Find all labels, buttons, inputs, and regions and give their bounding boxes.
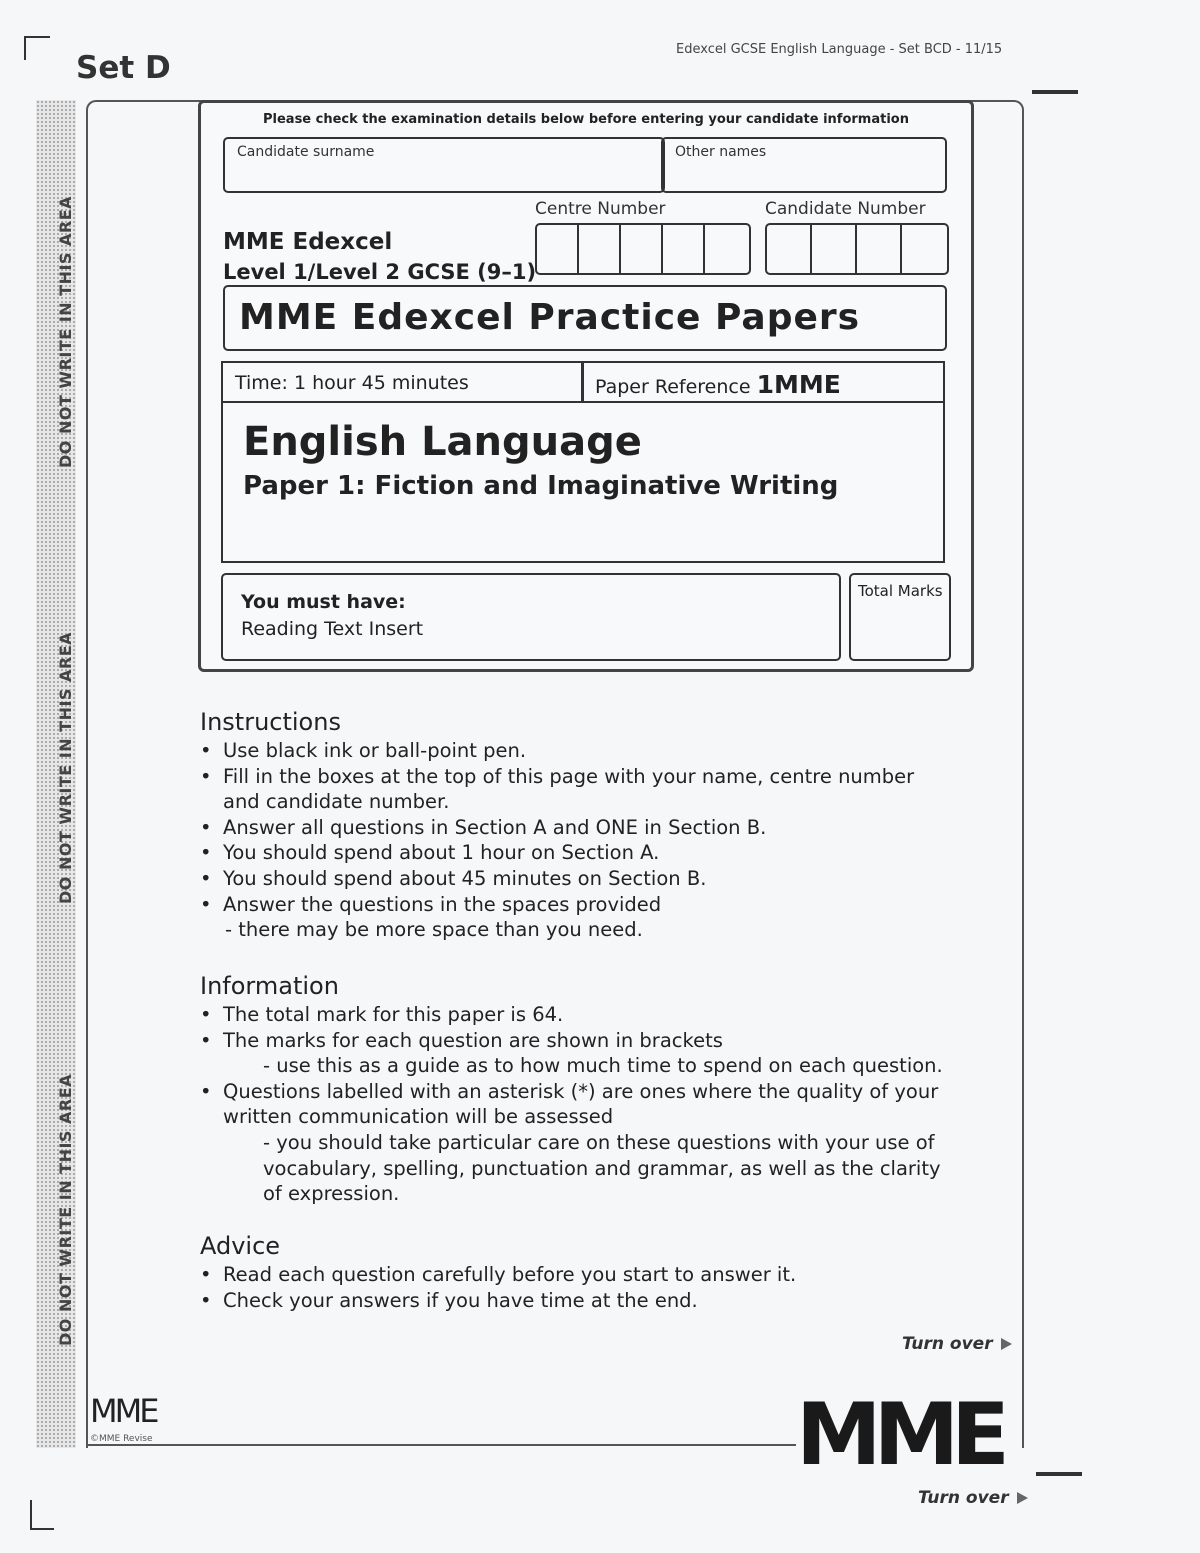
paper-title: Paper 1: Fiction and Imaginative Writing: [243, 471, 839, 501]
board-line-1: MME Edexcel: [223, 229, 393, 255]
board-line-2: Level 1/Level 2 GCSE (9–1): [223, 260, 537, 284]
candidate-digit-2[interactable]: [812, 225, 857, 273]
mme-logo-large: MME: [796, 1385, 1002, 1485]
must-have-item: Reading Text Insert: [241, 618, 424, 640]
time-reference-row: [221, 361, 945, 403]
turn-over-2: Turn over: [918, 1488, 1028, 1508]
must-have-box: [221, 573, 841, 661]
centre-digit-2[interactable]: [579, 225, 621, 273]
page-frame-bottom: [86, 1444, 796, 1446]
candidate-number-label: Candidate Number: [765, 199, 926, 219]
crop-mark-top-left-v: [24, 36, 26, 60]
centre-digit-5[interactable]: [705, 225, 747, 273]
paper-reference: [595, 370, 841, 399]
list-item: • Use black ink or ball-point pen.: [200, 739, 527, 762]
other-names-label: Other names: [675, 144, 767, 160]
paper-reference-value: 1MME: [756, 370, 841, 399]
exam-reference-header: Edexcel GCSE English Language - Set BCD - 11/15: [676, 42, 1003, 57]
candidate-digit-1[interactable]: [767, 225, 812, 273]
candidate-details-box: [198, 100, 974, 672]
candidate-digit-4[interactable]: [902, 225, 947, 273]
total-marks-label: Total Marks: [858, 582, 943, 600]
advice-list: [200, 1262, 796, 1313]
side-warning-strip: [36, 100, 76, 1448]
list-item: • You should spend about 45 minutes on Section B.: [200, 866, 707, 890]
candidate-surname-label: Candidate surname: [237, 144, 375, 160]
set-label: Set D: [76, 50, 171, 86]
list-item: • Answer the questions in the spaces provided - there may be more space than you need.: [200, 892, 662, 942]
paper-reference-label: Paper Reference: [595, 376, 751, 398]
time-allowed: Time: 1 hour 45 minutes: [235, 372, 469, 394]
list-item: • You should spend about 1 hour on Section A.: [200, 841, 660, 865]
series-title: MME Edexcel Practice Papers: [239, 297, 861, 338]
list-item: • Fill in the boxes at the top of this page with your name, centre number and candidate number.: [200, 764, 915, 814]
subject-title: English Language: [243, 419, 642, 465]
advice-section: [200, 1232, 796, 1313]
exam-board: [223, 227, 536, 287]
candidate-surname-field[interactable]: [223, 137, 665, 193]
list-item: • Check your answers if you have time at the end.: [200, 1288, 698, 1312]
side-warning-3: DO NOT WRITE IN THIS AREA: [56, 1073, 75, 1346]
information-list: [200, 1002, 943, 1207]
information-heading: Information: [200, 972, 339, 1000]
centre-digit-3[interactable]: [621, 225, 663, 273]
subject-box: [221, 401, 945, 563]
centre-digit-4[interactable]: [663, 225, 705, 273]
information-section: [200, 972, 943, 1207]
instructions-heading: Instructions: [200, 708, 341, 736]
list-item: • The total mark for this paper is 64.: [200, 1003, 564, 1026]
series-title-box: [223, 285, 947, 351]
candidate-digit-3[interactable]: [857, 225, 902, 273]
side-warning-2: DO NOT WRITE IN THIS AREA: [56, 631, 75, 904]
turn-over-1: Turn over: [902, 1334, 1012, 1354]
other-names-field[interactable]: [661, 137, 947, 193]
crop-mark-bottom-left-h: [30, 1528, 54, 1530]
instructions-section: [200, 708, 914, 943]
total-marks-box: [849, 573, 951, 661]
check-notice: Please check the examination details below before entering your candidate information: [263, 112, 909, 127]
copyright: ©MME Revise: [90, 1434, 153, 1444]
crop-mark-bottom-right: [1036, 1472, 1082, 1476]
list-item: • Answer all questions in Section A and ONE in Section B.: [200, 815, 767, 839]
crop-mark-bottom-left: [30, 1500, 32, 1528]
advice-heading: Advice: [200, 1232, 281, 1260]
centre-digit-1[interactable]: [537, 225, 579, 273]
side-warning-1: DO NOT WRITE IN THIS AREA: [56, 195, 75, 468]
list-item: • Read each question carefully before you start to answer it.: [200, 1263, 797, 1286]
crop-mark-top-right: [1032, 90, 1078, 94]
instructions-list: [200, 738, 914, 943]
list-item: • The marks for each question are shown in brackets - use this as a guide as to how much time to spend on each question.: [200, 1028, 943, 1078]
arrow-right-icon: [1017, 1492, 1028, 1504]
row-divider: [581, 363, 584, 401]
crop-mark-top-left: [24, 36, 50, 38]
list-item: • Questions labelled with an asterisk (*) are ones where the quality of your written communication will be assessed - you should take particular care on these questions with your use of vocabulary, spelling, punctuation and grammar, as well as the clarity of expression.: [200, 1079, 941, 1206]
centre-number-field[interactable]: [535, 223, 751, 275]
must-have-label: You must have:: [241, 591, 406, 613]
arrow-right-icon: [1001, 1338, 1012, 1350]
centre-number-label: Centre Number: [535, 199, 666, 219]
candidate-number-field[interactable]: [765, 223, 949, 275]
mme-logo-small: MME: [90, 1392, 157, 1430]
